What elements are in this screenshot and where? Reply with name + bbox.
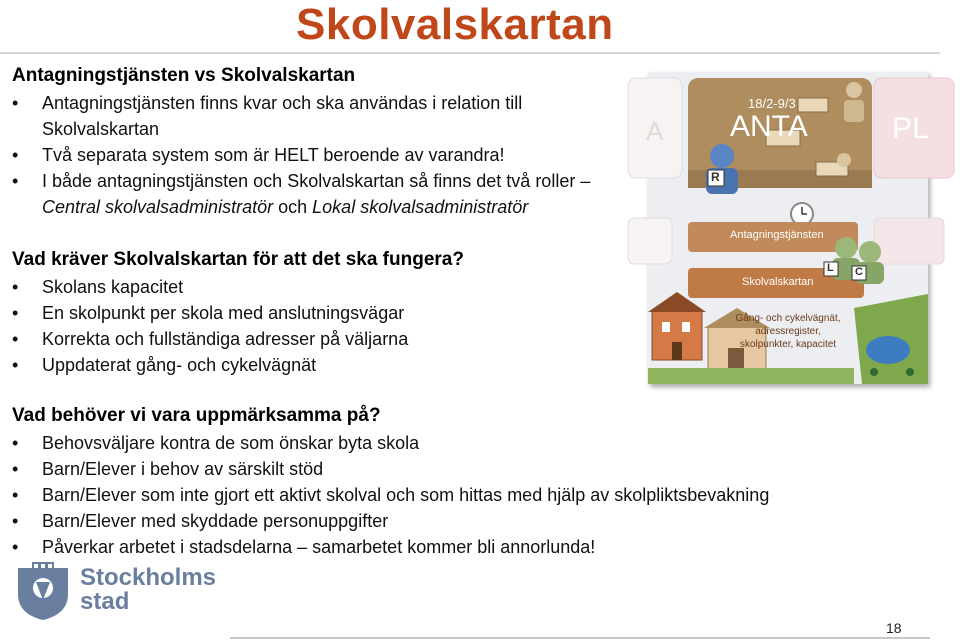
badge-l: L <box>827 262 834 274</box>
section2-item: • Korrekta och fullständiga adresser på väljarna <box>12 326 642 352</box>
title-divider <box>0 52 940 54</box>
section2-item: • En skolpunkt per skola med anslutningsvägar <box>12 300 642 326</box>
section1-bullet-3 <box>12 168 642 220</box>
footer-divider <box>230 637 930 639</box>
logo-line-2: stad <box>80 588 130 615</box>
bullet3-mid: och <box>278 197 308 217</box>
slide-title: Skolvalskartan <box>296 0 614 49</box>
system-illustration <box>648 72 928 384</box>
skolval-bar-label: Skolvalskartan <box>742 276 814 288</box>
section1-bullet-1: • Antagningstjänsten finns kvar och ska användas i relation till Skolvalskartan <box>12 90 642 142</box>
map-caption <box>718 312 858 351</box>
logo-text <box>80 566 216 614</box>
section3-list <box>12 430 912 560</box>
anta-label: ANTA <box>730 110 808 143</box>
section3-item: • Behovsväljare kontra de som önskar byta skola <box>12 430 912 456</box>
section3-item: • Påverkar arbetet i stadsdelarna – samarbetet kommer bli annorlunda! <box>12 534 912 560</box>
caption-line: Gång- och cykelvägnät, <box>735 313 841 324</box>
right-edge-label: PL <box>892 112 929 145</box>
logo-line-1: Stockholms <box>80 564 217 591</box>
section2-list <box>12 274 642 378</box>
section3-item: • Barn/Elever som inte gjort ett aktivt skolval och som hittas med hjälp av skolpliktsbevakning <box>12 482 912 508</box>
section2-item: • Skolans kapacitet <box>12 274 642 300</box>
caption-line: skolpunkter, kapacitet <box>739 339 837 350</box>
section2-item: • Uppdaterat gång- och cykelvägnät <box>12 352 642 378</box>
section-antagning-vs-skolvalskartan <box>12 64 642 220</box>
section1-bullet-2: • Två separata system som är HELT beroende av varandra! <box>12 142 642 168</box>
section1-heading: Antagningstjänsten vs Skolvalskartan <box>12 65 356 86</box>
section-requirements <box>12 248 642 378</box>
antagning-bar-label: Antagningstjänsten <box>730 229 824 241</box>
section3-heading: Vad behöver vi vara uppmärksamma på? <box>12 405 381 426</box>
left-edge-label: A <box>646 116 664 146</box>
bullet3-start: I både antagningstjänsten och Skolvalskartan så finns det två roller – <box>42 171 591 191</box>
section3-item: • Barn/Elever med skyddade personuppgifter <box>12 508 912 534</box>
section-attention <box>12 404 912 560</box>
role-lokal: Lokal skolvalsadministratör <box>312 197 529 217</box>
section3-item: • Barn/Elever i behov av särskilt stöd <box>12 456 912 482</box>
stockholms-stad-logo <box>14 560 224 622</box>
crest-icon <box>14 560 72 622</box>
section1-list <box>12 90 642 220</box>
page-number: 18 <box>886 620 902 636</box>
badge-r: R <box>711 170 720 184</box>
anta-date: 18/2-9/3 <box>748 96 796 111</box>
badge-c: C <box>855 266 863 278</box>
role-central: Central skolvalsadministratör <box>42 197 274 217</box>
caption-line: adressregister, <box>755 326 821 337</box>
section2-heading: Vad kräver Skolvalskartan för att det ska fungera? <box>12 249 464 270</box>
